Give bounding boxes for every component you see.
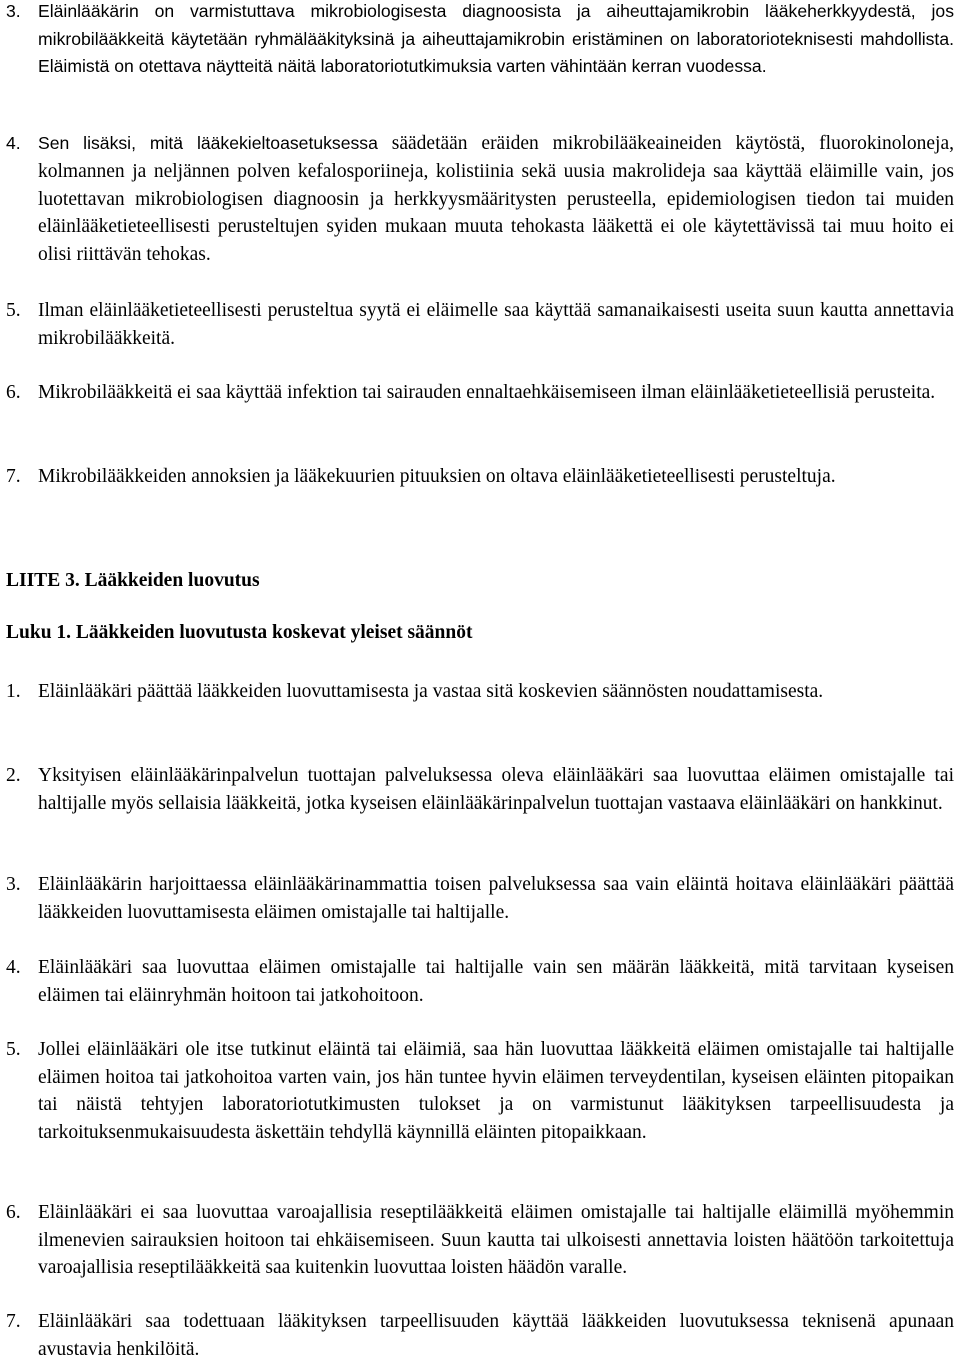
item-number: 1.: [6, 681, 21, 702]
item-number: 2.: [6, 765, 21, 786]
chapter-title: Luku 1. Lääkkeiden luovutusta koskevat yleiset säännöt: [6, 622, 473, 643]
item-text-part: Eläimistä on otettava näytteitä näitä laboratoriotutkimuksia varten vähintään kerran vuodessa.: [38, 56, 767, 76]
item-text: Ilman eläinlääketieteellisesti perusteltua syytä ei eläimelle saa käyttää samanaikaisesti useita suun kautta annettavia mikrobilääkkeitä.: [38, 300, 954, 349]
item-text-part: säädetään eräiden mikrobilääkeaineiden käytöstä, fluorokinoloneja, kolmannen ja neljännen polven kefalosporiineja, kolistiinia sekä uusia makrolideja saa käyttää eläimille vain, jos luotettavan mikrobiologisen diagnoosin ja herkkyysmääritysten perusteella, epidemiologisen tiedon tai muiden eläinlääketieteellisesti perusteltujen syiden mukaan muuta tehokasta lääkettä ei ole käytettävissä tai muu hoito ei olisi riittävän tehokas.: [38, 133, 955, 266]
item-number: 7.: [6, 466, 21, 487]
list-item: [6, 463, 954, 491]
item-text: Eläinlääkärin harjoittaessa eläinlääkärinammattia toisen palveluksessa saa vain eläintä hoitava eläinlääkäri päättää lääkkeiden luovuttamisesta eläimen omistajalle tai haltijalle.: [38, 874, 954, 923]
list-item: [6, 1308, 954, 1363]
item-text-part: Sen lisäksi, mitä lääkekieltoasetuksessa: [38, 133, 378, 153]
item-number: 3.: [6, 874, 21, 895]
list-item: [6, 762, 954, 817]
list-item: [6, 297, 954, 352]
item-number: 6.: [6, 382, 21, 403]
list-item: [6, 954, 954, 1009]
list-item: [6, 871, 954, 926]
item-number: 7.: [6, 1311, 21, 1332]
item-number: 4.: [6, 133, 21, 153]
item-number: 6.: [6, 1202, 21, 1223]
item-text: Eläinlääkäri saa luovuttaa eläimen omistajalle tai haltijalle vain sen määrän lääkkeitä, mitä tarvitaan kyseisen eläimen tai eläinryhmän hoitoon tai jatkohoitoon.: [38, 957, 954, 1006]
list-item: [6, 130, 954, 269]
item-text: Mikrobilääkkeiden annoksien ja lääkekuurien pituuksien on oltava eläinlääketieteellisesti perusteltuja.: [38, 466, 836, 487]
list-item: [6, 379, 954, 407]
item-text: Eläinlääkäri ei saa luovuttaa varoajallisia reseptilääkkeitä eläimen omistajalle tai haltijalle eläimillä myöhemmin ilmenevien sairauksien hoitoon tai ehkäisemiseen. Suun kautta tai ulkoisesti annettavia loisten häätöön tarkoitettuja varoajallisia reseptilääkkeitä saa kuitenkin luovuttaa loisten häädön varalle.: [38, 1202, 954, 1278]
item-text: Eläinlääkäri saa todettuaan lääkityksen tarpeellisuuden käyttää lääkkeiden luovutuksessa teknisenä apunaan avustavia henkilöitä.: [38, 1311, 954, 1360]
list-item: [6, 1036, 954, 1146]
list-item: [6, 1199, 954, 1282]
item-text-part: Eläinlääkärin on varmistuttava mikrobiologisesta diagnoosista ja aiheuttajamikrobin lääkeherkkyydestä, jos mikrobilääkkeitä käytetään ryhmälääkityksinä ja aiheuttajamikrobin eristäminen on laboratorioteknisesti mahdollista.: [38, 1, 954, 49]
appendix-title: LIITE 3. Lääkkeiden luovutus: [6, 570, 260, 591]
item-number: 3.: [6, 1, 21, 21]
item-number: 4.: [6, 957, 21, 978]
item-text: [38, 0, 954, 81]
item-text: Yksityisen eläinlääkärinpalvelun tuottajan palveluksessa oleva eläinlääkäri saa luovuttaa eläimen omistajalle tai haltijalle myös sellaisia lääkkeitä, jotka kyseisen eläinlääkärinpalvelun tuottajan vastaava eläinlääkäri on hankkinut.: [38, 765, 954, 814]
item-text: Jollei eläinlääkäri ole itse tutkinut eläintä tai eläimiä, saa hän luovuttaa lääkkeitä eläimen omistajalle tai haltijalle eläimen hoitoa tai jatkohoitoa varten vain, jos hän tuntee hyvin eläimen terveydentilan, kyseisen eläinten pitopaikan tai näistä tehtyjen laboratoriotutkimusten tulokset ja on varmistunut lääkityksen tarpeellisuudesta ja tarkoituksenmukaisuudesta äskettäin tehdyllä käynnillä eläinten pitopaikkaan.: [38, 1039, 954, 1143]
list-item: [6, 0, 954, 81]
list-item: [6, 678, 954, 706]
item-number: 5.: [6, 1039, 21, 1060]
item-text: Mikrobilääkkeitä ei saa käyttää infektion tai sairauden ennaltaehkäisemiseen ilman eläinlääketieteellisiä perusteita.: [38, 382, 936, 403]
item-text: [38, 130, 954, 269]
item-number: 5.: [6, 300, 21, 321]
item-text: Eläinlääkäri päättää lääkkeiden luovuttamisesta ja vastaa sitä koskevien säännösten noudattamisesta.: [38, 681, 824, 702]
